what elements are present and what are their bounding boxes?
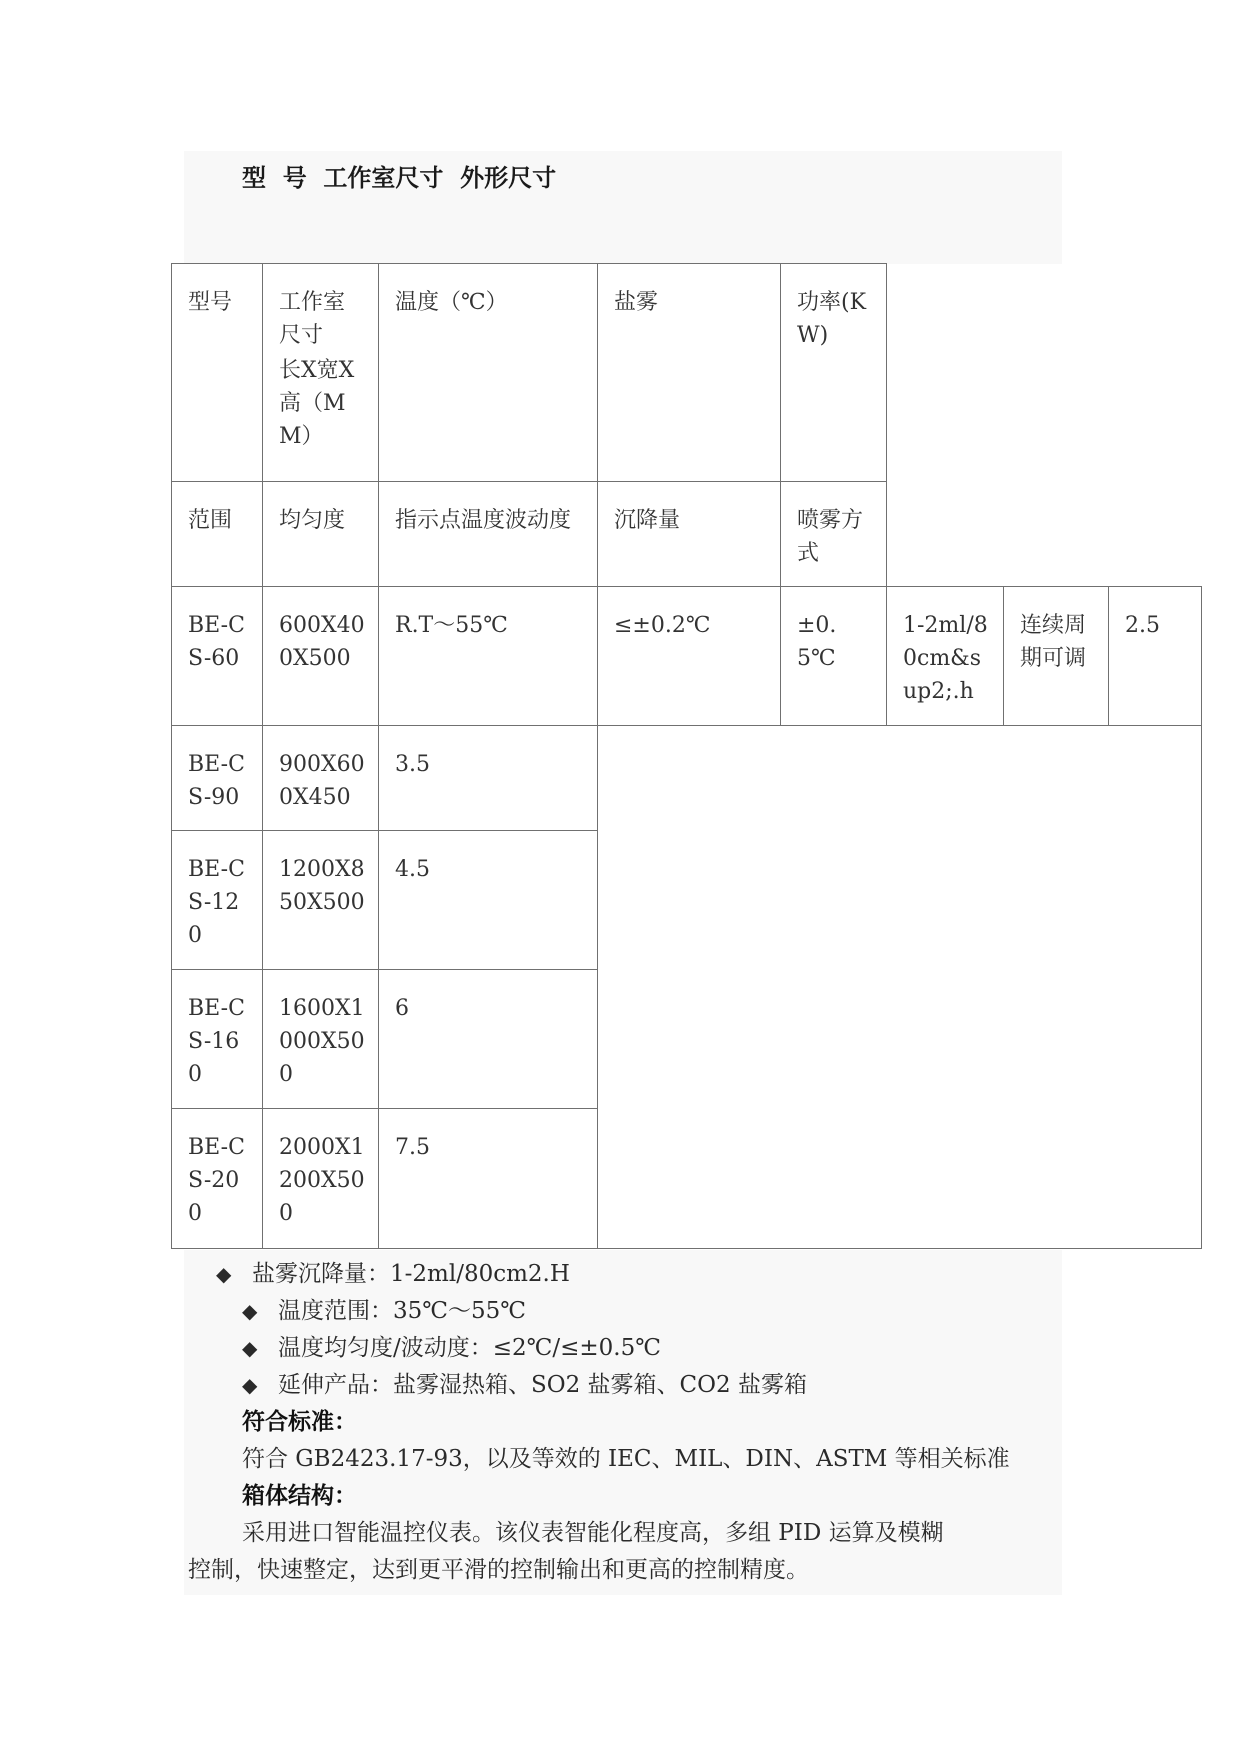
table-row-model: BE-CS-90 (171, 725, 263, 831)
header-power: 功率(KW) (780, 263, 887, 482)
table-row-model: BE-CS-200 (171, 1108, 263, 1249)
table-row-model: BE-CS-160 (171, 969, 263, 1109)
bullet-text: 延伸产品：盐雾湿热箱、SO2 盐雾箱、CO2 盐雾箱 (278, 1372, 807, 1398)
table-row-size: 900X600X450 (262, 725, 379, 831)
bullet-item (216, 1256, 570, 1293)
bullet-item (242, 1293, 526, 1330)
row1-size: 600X400X500 (262, 586, 379, 726)
diamond-bullet-icon: ◆ (216, 1262, 232, 1286)
table-row-power: 4.5 (378, 830, 598, 970)
row1-uniformity: ≤±0.2℃ (597, 586, 781, 726)
table-row-power: 6 (378, 969, 598, 1109)
bullet-text: 温度均匀度/波动度：≤2℃/≤±0.5℃ (278, 1335, 661, 1361)
bullet-text: 盐雾沉降量：1-2ml/80cm2.H (252, 1261, 570, 1287)
header-chamber-size-label: 工作室尺寸 (279, 290, 346, 348)
header-model: 型号 (171, 263, 263, 482)
table-row-size: 2000X1200X500 (262, 1108, 379, 1249)
page-heading: 型 号 工作室尺寸 外形尺寸 (242, 164, 557, 192)
subheader-uniformity: 均匀度 (262, 481, 379, 587)
row1-spray-mode: 连续周期可调 (1003, 586, 1109, 726)
subheader-spray-mode: 喷雾方式 (780, 481, 887, 587)
structure-text-line-2: 控制，快速整定，达到更平滑的控制输出和更高的控制精度。 (188, 1557, 809, 1583)
bullet-item (242, 1330, 661, 1367)
diamond-bullet-icon: ◆ (242, 1373, 258, 1397)
header-dims-label: 长X宽X高（MM） (279, 358, 355, 449)
header-salt-spray: 盐雾 (597, 263, 781, 482)
table-row-power: 7.5 (378, 1108, 598, 1249)
structure-title: 箱体结构： (242, 1483, 357, 1509)
row1-sedimentation: 1-2ml/80cm&sup2;.h (886, 586, 1004, 726)
subheader-range: 范围 (171, 481, 263, 587)
structure-text-line-1: 采用进口智能温控仪表。该仪表智能化程度高，多组 PID 运算及模糊 (242, 1520, 944, 1546)
table-row-model: BE-CS-120 (171, 830, 263, 970)
header-chamber-size (262, 263, 379, 482)
row1-model: BE-CS-60 (171, 586, 263, 726)
standard-title: 符合标准： (242, 1409, 357, 1435)
subheader-sedimentation: 沉降量 (597, 481, 781, 587)
subheader-fluctuation: 指示点温度波动度 (378, 481, 598, 587)
table-empty-region (597, 725, 1202, 1249)
row1-fluctuation: ±0.5℃ (780, 586, 887, 726)
row1-power: 2.5 (1108, 586, 1202, 726)
diamond-bullet-icon: ◆ (242, 1336, 258, 1360)
row1-temp-range: R.T～55℃ (378, 586, 598, 726)
standard-text: 符合 GB2423.17-93，以及等效的 IEC、MIL、DIN、ASTM 等相关标准 (242, 1446, 1010, 1472)
table-row-size: 1600X1000X500 (262, 969, 379, 1109)
bullet-text: 温度范围：35℃～55℃ (278, 1298, 526, 1324)
header-temperature: 温度（℃） (378, 263, 598, 482)
diamond-bullet-icon: ◆ (242, 1299, 258, 1323)
table-row-size: 1200X850X500 (262, 830, 379, 970)
bullet-item (242, 1367, 807, 1404)
table-row-power: 3.5 (378, 725, 598, 831)
